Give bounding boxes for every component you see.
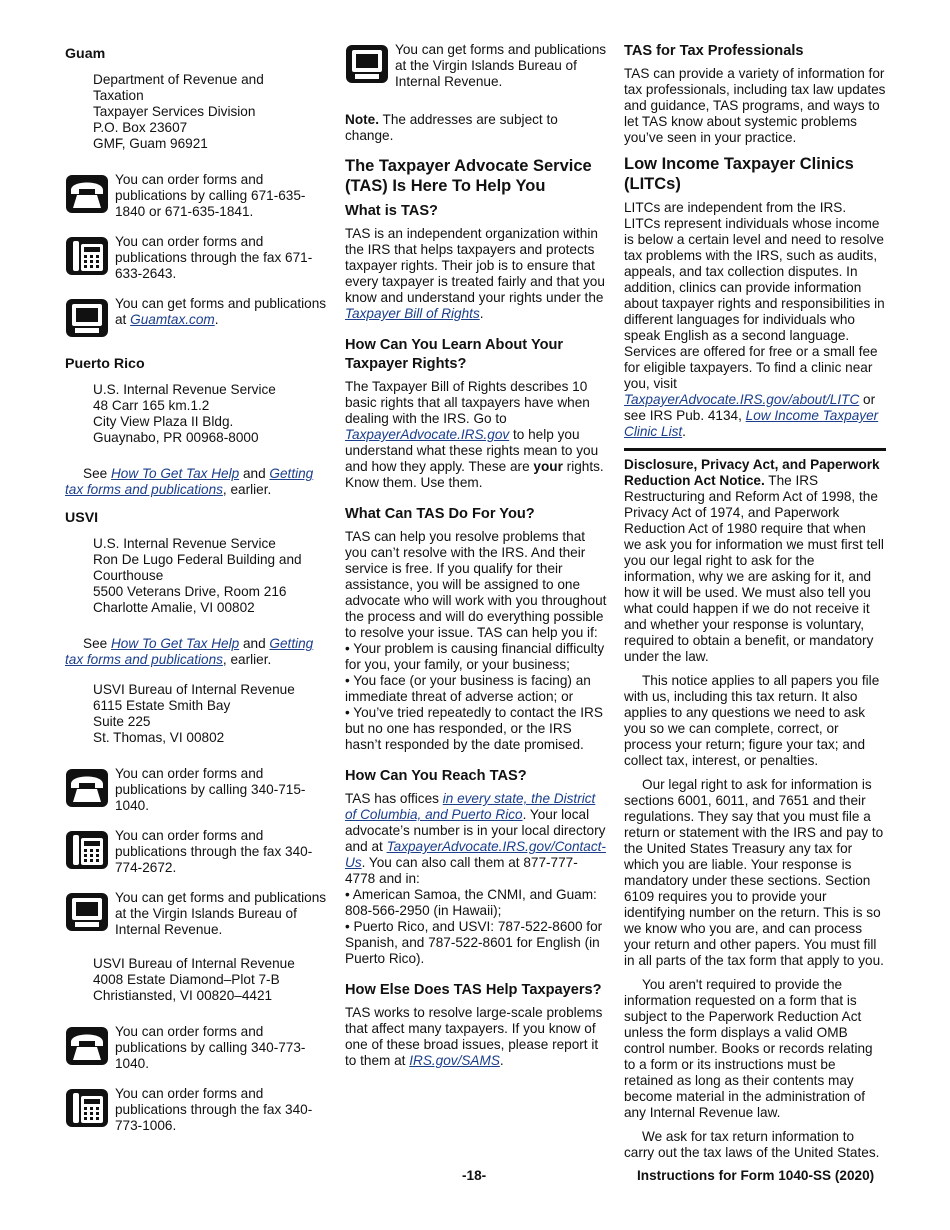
page-number: -18- [462, 1168, 487, 1183]
irs-sams-link[interactable]: IRS.gov/SAMS [409, 1053, 500, 1068]
getting-tax-forms-link[interactable]: Getting tax forms and publications [65, 636, 314, 667]
usvi-bureau-st-thomas: USVI Bureau of Internal Revenue 6115 Estate Smith Bay Suite 225 St. Thomas, VI 00802 [93, 682, 295, 745]
column-left [65, 42, 327, 1148]
computer-icon [65, 298, 109, 338]
taxpayer-advocate-link[interactable]: TaxpayerAdvocate.IRS.gov [345, 427, 510, 442]
else-tas-text: TAS works to resolve large-scale problems that affect many taxpayers. If you know of one of these broad issues, please report it to them at IRS.gov/SAMS. [345, 1005, 603, 1068]
fax-machine-icon [65, 830, 109, 870]
guam-fax-row: You can order forms and publications through the fax 671-633-2643. [65, 234, 327, 282]
pr-heading: Puerto Rico [65, 356, 145, 372]
contact-us-link[interactable]: TaxpayerAdvocate.IRS.gov/Contact-Us [345, 839, 606, 870]
guam-heading: Guam [65, 46, 106, 62]
else-tas-heading: How Else Does TAS Help Taxpayers? [345, 982, 602, 998]
reach-tas-text: TAS has offices in every state, the District of Columbia, and Puerto Rico. Your local advocate’s number is in your local directory and at TaxpayerAdvocate.IRS.gov/Contact-Us. You can also call them at 877-777-4778 and in: [345, 791, 606, 886]
computer-icon [345, 44, 389, 84]
guam-address: Department of Revenue and Taxation Taxpayer Services Division P.O. Box 23607 GMF, Guam 96921 [93, 72, 264, 151]
litc-heading: Low Income Taxpayer Clinics (LITCs) [624, 155, 854, 193]
list-item: • Your problem is causing financial difficulty for you, your family, or your business; [345, 641, 605, 672]
form-reference: Instructions for Form 1040-SS (2020) [637, 1168, 875, 1183]
what-is-tas-heading: What is TAS? [345, 203, 438, 219]
pr-address: U.S. Internal Revenue Service 48 Carr 165 km.1.2 City View Plaza II Bldg. Guaynabo, PR 00968-8000 [93, 382, 276, 445]
usvi-see-paragraph: See How To Get Tax Help and Getting tax forms and publications, earlier. [65, 636, 314, 667]
usvi-fax-row-1: You can order forms and publications through the fax 340-774-2672. [65, 828, 327, 876]
telephone-icon [65, 174, 109, 214]
what-can-tas-do-text: TAS can help you resolve problems that you can’t resolve with the IRS. And their service is free. If you qualify for their assistance, you will be assigned to one advocate who will work with you throughout the process and will do everything possible to resolve your issue. TAS can help you if: [345, 529, 607, 640]
how-to-get-tax-help-link[interactable]: How To Get Tax Help [110, 466, 240, 481]
usvi-phone-row-1: You can order forms and publications by calling 340-715-1040. [65, 766, 327, 814]
usvi-address: U.S. Internal Revenue Service Ron De Lugo Federal Building and Courthouse 5500 Veterans Drive, Room 216 Charlotte Amalie, VI 00802 [93, 536, 302, 615]
guam-web-row: You can get forms and publications at Guamtax.com. [65, 296, 327, 338]
litc-link[interactable]: TaxpayerAdvocate.IRS.gov/about/LITC [624, 392, 860, 407]
how-to-get-tax-help-link[interactable]: How To Get Tax Help [110, 636, 240, 651]
usvi-heading: USVI [65, 510, 99, 526]
tas-pro-text: TAS can provide a variety of information for tax professionals, including tax law updates and guidance, TAS programs, and ways to let TAS know about systemic problems you’ve seen in your practice. [624, 66, 886, 145]
taxpayer-bill-of-rights-link[interactable]: Taxpayer Bill of Rights [345, 306, 480, 321]
list-item: • You face (or your business is facing) an immediate threat of adverse action; or [345, 673, 591, 704]
guam-phone-row: You can order forms and publications by calling 671-635-1840 or 671-635-1841. [65, 172, 327, 220]
legal-right-paragraph: Our legal right to ask for information is sections 6001, 6011, and 7651 and their regulations. They say that you must file a return or statement with the IRS and pay to the United States Treasury any tax for which you are liable. Your response is mandatory under these sections. Section 6109 requires you to provide your identifying number on the return. This is so we know who you are, and can process your return and other papers. You must fill in all parts of the tax form that apply to you. [624, 777, 884, 968]
getting-tax-forms-link[interactable]: Getting tax forms and publications [65, 466, 314, 497]
guamtax-link[interactable]: Guamtax.com [130, 312, 215, 327]
learn-rights-text: The Taxpayer Bill of Rights describes 10 basic rights that all taxpayers have when dealing with the IRS. Go to TaxpayerAdvocate.IRS.gov to help you understand what these rights mean to you and how they apply. These are your rights. Know them. Use them. [345, 379, 604, 490]
fax-machine-icon [65, 236, 109, 276]
column-middle [345, 42, 607, 1081]
section-divider [624, 448, 886, 451]
what-can-tas-do-heading: What Can TAS Do For You? [345, 506, 535, 522]
column-right [624, 42, 886, 1169]
usvi-bureau-christiansted: USVI Bureau of Internal Revenue 4008 Estate Diamond–Plot 7-B Christiansted, VI 00820–4421 [93, 956, 295, 1003]
disclosure-paragraph: Disclosure, Privacy Act, and Paperwork Reduction Act Notice. The IRS Restructuring and Reform Act of 1998, the Privacy Act of 1974, and Paperwork Reduction Act of 1980 require that when we ask you for information we must first tell you our legal right to ask for the information, why we are asking for it, and how it will be used. We must also tell you what could happen if we do not receive it and whether your response is voluntary, required to obtain a benefit, or mandatory under the law. [624, 457, 884, 664]
tas-offices-link[interactable]: in every state, the District of Columbia, and Puerto Rico [345, 791, 596, 822]
what-is-tas-text: TAS is an independent organization within the IRS that helps taxpayers and protects taxpayer rights. Their job is to ensure that every taxpayer is treated fairly and that you know and understand your rights under the Taxpayer Bill of Rights. [345, 226, 605, 321]
usvi-web-row-1: You can get forms and publications at the Virgin Islands Bureau of Internal Revenue. [65, 890, 327, 938]
list-item: • You’ve tried repeatedly to contact the IRS but no one has responded, or the IRS hasn’t responded by the date promised. [345, 705, 603, 752]
telephone-icon [65, 1026, 109, 1066]
tas-heading: The Taxpayer Advocate Service (TAS) Is Here To Help You [345, 157, 592, 195]
litc-text: LITCs are independent from the IRS. LITCs represent individuals whose income is below a certain level and need to resolve tax problems with the IRS, such as audits, appeals, and tax collection disputes. In addition, clinics can provide information about taxpayer rights and responsibilities in different languages for individuals who speak English as a second language. Services are offered for free or a small fee for eligible taxpayers. To find a clinic near you, visit TaxpayerAdvocate.IRS.gov/about/LITC or see IRS Pub. 4134, Low Income Taxpayer Clinic List. [624, 200, 885, 439]
notice-paragraph: This notice applies to all papers you file with us, including this tax return. It also applies to any questions we need to ask you so we can complete, correct, or process your return; figure your tax; and collect tax, interest, or penalties. [624, 673, 880, 768]
litc-list-link[interactable]: Low Income Taxpayer Clinic List [624, 408, 879, 439]
tas-pro-heading: TAS for Tax Professionals [624, 43, 804, 59]
learn-rights-heading: How Can You Learn About Your Taxpayer Rights? [345, 337, 564, 372]
telephone-icon [65, 768, 109, 808]
omb-paragraph: You aren't required to provide the information requested on a form that is subject to the Paperwork Reduction Act unless the form displays a valid OMB control number. Books or records relating to a form or its instructions must be retained as long as their contents may become material in the administration of any Internal Revenue law. [624, 977, 873, 1120]
list-item: • American Samoa, the CNMI, and Guam: 808-566-2950 (in Hawaii); [345, 887, 597, 918]
reach-tas-heading: How Can You Reach TAS? [345, 768, 527, 784]
vi-bureau-web-row: You can get forms and publications at the Virgin Islands Bureau of Internal Revenue. [345, 42, 607, 90]
tax-law-paragraph: We ask for tax return information to carry out the tax laws of the United States. [624, 1129, 880, 1160]
fax-machine-icon [65, 1088, 109, 1128]
usvi-fax-row-2: You can order forms and publications through the fax 340-773-1006. [65, 1086, 327, 1134]
list-item: • Puerto Rico, and USVI: 787-522-8600 for Spanish, and 787-522-8601 for English (in Puerto Rico). [345, 919, 603, 966]
computer-icon [65, 892, 109, 932]
usvi-phone-row-2: You can order forms and publications by calling 340-773-1040. [65, 1024, 327, 1072]
pr-see-paragraph: See How To Get Tax Help and Getting tax forms and publications, earlier. [65, 466, 314, 497]
addresses-note: Note. The addresses are subject to change. [345, 112, 558, 143]
